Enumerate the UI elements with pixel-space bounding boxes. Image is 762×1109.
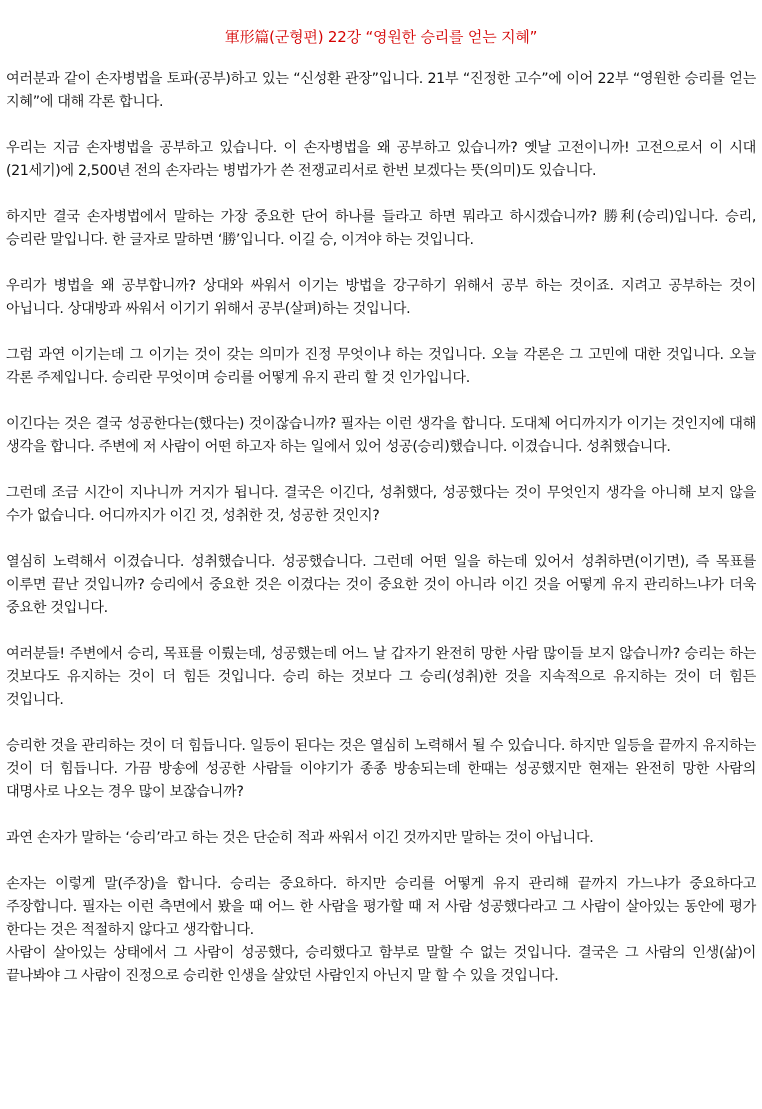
- paragraph-manage-success: 승리한 것을 관리하는 것이 더 힘듭니다. 일등이 된다는 것은 열심히 노력해서 될 수 있습니다. 하지만 일등을 끝까지 유지하는 것이 더 힘듭니다. 가끔 방송에 성공한 사람들 이야기가 종종 방송되는데 한때는 성공했지만 현재는 완전히 망한 사람의 대명사로 나오는 경우 많이 보잖습니까?: [6, 738, 756, 800]
- paragraph-intro: 여러분과 같이 손자병법을 토파(공부)하고 있는 “신성환 관장”입니다. 21부 “진정한 고수”에 이어 22부 “영원한 승리를 얻는 지혜”에 대해 각론 합니다.: [6, 71, 756, 110]
- paragraph-sunzi-claim: 손자는 이렇게 말(주장)을 합니다. 승리는 중요하다. 하지만 승리를 어떻게 유지 관리해 끝까지 가느냐가 중요하다고 주장합니다. 필자는 이런 측면에서 봤을 때 어느 한 사람을 평가할 때 저 사람 성공했다라고 그 사람이 살아있는 동안에 평가 한다는 것은 적절하지 않다고 생각합니다.: [6, 876, 756, 938]
- paragraph-victory-word: 하지만 결국 손자병법에서 말하는 가장 중요한 단어 하나를 들라고 하면 뭐라고 하시겠습니까? 勝利(승리)입니다. 승리, 승리란 말입니다. 한 글자로 말하면 ‘勝’입니다. 이길 승, 이겨야 하는 것입니다.: [6, 209, 756, 248]
- paragraph-life-judgement: 사람이 살아있는 상태에서 그 사람이 성공했다, 승리했다고 함부로 말할 수 없는 것입니다. 결국은 그 사람의 인생(삶)이 끝나봐야 그 사람이 진정으로 승리한 인생을 살았던 사람인지 아닌지 말 할 수 있을 것입니다.: [6, 945, 756, 984]
- paragraph-becoming-beggar: 그런데 조금 시간이 지나니까 거지가 됩니다. 결국은 이긴다, 성취했다, 성공했다는 것이 무엇인지 생각을 아니해 보지 않을 수가 없습니다. 어디까지가 이긴 것, 성취한 것, 성공한 것인지?: [6, 485, 756, 524]
- paragraph-maintain-victory: 열심히 노력해서 이겼습니다. 성취했습니다. 성공했습니다. 그런데 어떤 일을 하는데 있어서 성취하면(이기면), 즉 목표를 이루면 끝난 것입니까? 승리에서 중요한 것은 이겼다는 것이 중요한 것이 아니라 이긴 것을 어떻게 유지 관리하느냐가 더욱 중요한 것입니다.: [6, 554, 756, 616]
- paragraph-study-to-win: 우리가 병법을 왜 공부합니까? 상대와 싸워서 이기는 방법을 강구하기 위해서 공부 하는 것이죠. 지려고 공부하는 것이 아닙니다. 상대방과 싸워서 이기기 위해서 공부(살펴)하는 것입니다.: [6, 278, 756, 317]
- paragraph-sunzi-victory: 과연 손자가 말하는 ‘승리’라고 하는 것은 단순히 적과 싸워서 이긴 것까지만 말하는 것이 아닙니다.: [6, 830, 594, 846]
- paragraph-why-study: 우리는 지금 손자병법을 공부하고 있습니다. 이 손자병법을 왜 공부하고 있습니까? 옛날 고전이니까! 고전으로서 이 시대(21세기)에 2,500년 전의 손자라는 병법가가 쓴 전쟁교리서로 한번 보겠다는 뜻(의미)도 있습니다.: [6, 140, 756, 179]
- paragraph-sudden-ruin: 여러분들! 주변에서 승리, 목표를 이뤘는데, 성공했는데 어느 날 갑자기 완전히 망한 사람 많이들 보지 않습니까? 승리는 하는 것보다도 유지하는 것이 더 힘든 것입니다. 승리 하는 것보다 그 승리(성취)한 것을 지속적으로 유지하는 것이 더 힘든 것입니다.: [6, 646, 756, 708]
- paragraph-where-winning-ends: 이긴다는 것은 결국 성공한다는(했다는) 것이잖습니까? 필자는 이런 생각을 합니다. 도대체 어디까지가 이기는 것인지에 대해 생각을 합니다. 주변에 저 사람이 어떤 하고자 하는 일에서 있어 성공(승리)했습니다. 이겼습니다. 성취했습니다.: [6, 416, 756, 455]
- document-title: 軍形篇(군형편) 22강 “영원한 승리를 얻는 지혜”: [224, 28, 538, 46]
- paragraph-meaning-of-winning: 그럼 과연 이기는데 그 이기는 것이 갖는 의미가 진정 무엇이냐 하는 것입니다. 오늘 각론은 그 고민에 대한 것입니다. 오늘 각론 주제입니다. 승리란 무엇이며 승리를 어떻게 유지 관리 할 것 인가입니다.: [6, 347, 756, 386]
